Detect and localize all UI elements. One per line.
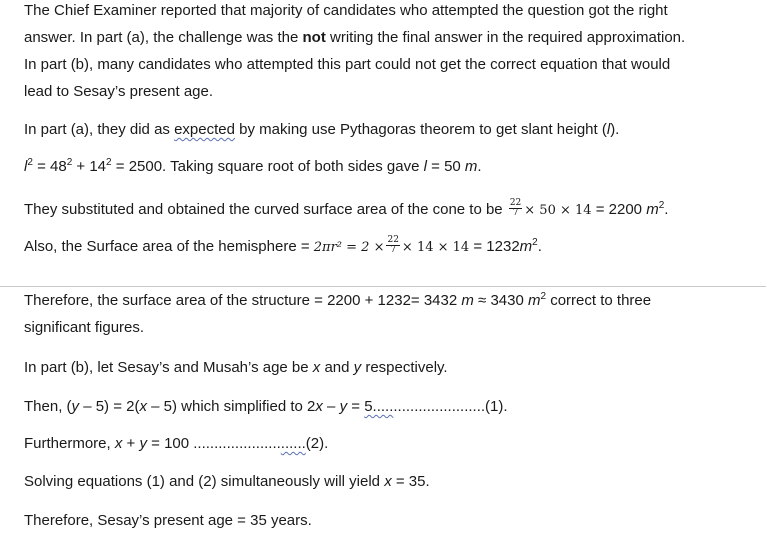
var-x: x [139, 398, 147, 415]
eq1-text-d: – [322, 398, 340, 415]
solution-text-a: Solving equations (1) and (2) simultaneously will yield [24, 473, 385, 490]
curved-surface-area-line [24, 196, 668, 224]
hemi-result: = 1232 [469, 238, 520, 255]
fraction-denominator: 7 [390, 244, 397, 255]
report-line-3: In part (b), many candidates who attempted this part could not get the correct equation that would [24, 56, 671, 73]
slant-height-var: l [606, 121, 611, 138]
eq1-text-b: – 5) = 2( [79, 398, 140, 415]
part-a-text-c: ). [610, 121, 620, 138]
eq-b: + 14 [72, 158, 107, 175]
part-b-text-a: In part (b), let Sesay’s and Musah’s age be [24, 359, 313, 376]
eq-d: = 50 [426, 158, 465, 175]
hemi-formula: 2πr² = 2 × [313, 240, 385, 255]
sup: 2 [540, 291, 547, 302]
part-a-intro [24, 116, 619, 143]
unit-m: m [527, 292, 541, 309]
eq2-text-c: = 100 ..................... [146, 435, 281, 452]
csa-product: × 50 × 14 [524, 203, 592, 218]
eq1-text-a: Then, ( [24, 398, 72, 415]
sup: 2 [27, 157, 33, 168]
fraction-22-over-7 [509, 199, 522, 218]
csa-result: = 2200 [591, 201, 647, 218]
var-x: x [315, 398, 323, 415]
eq-e: . [477, 158, 482, 175]
total-text-a: Therefore, the surface area of the structure = 2200 + 1232= 3432 [24, 292, 462, 309]
var-y: y [353, 359, 362, 376]
report-line-2 [24, 24, 685, 51]
bold-not: not [302, 29, 326, 46]
part-a-text-b: by making use Pythagoras theorem to get slant height ( [234, 121, 607, 138]
csa-end: . [664, 201, 669, 218]
eq2-label: (2). [305, 435, 329, 452]
hemi-product: × 14 × 14 [401, 240, 470, 255]
report-line-2-text-a: answer. In part (a), the challenge was the [24, 29, 303, 46]
hemisphere-area-line [24, 233, 542, 261]
pythagoras-equation [24, 153, 482, 180]
spelling-flagged-dots: ...... [280, 435, 306, 452]
eq-c: = 2500. Taking square root of both sides gave [111, 158, 424, 175]
eq2-text-b: + [122, 435, 140, 452]
total-text-c: correct to three [546, 292, 652, 309]
total-line-1 [24, 287, 651, 314]
hemi-text: Also, the Surface area of the hemisphere = [24, 238, 314, 255]
hemi-end: . [537, 238, 542, 255]
solution-line [24, 468, 430, 495]
equation-1-line [24, 393, 508, 420]
fraction-denominator: 7 [512, 207, 519, 218]
equation-2-line [24, 430, 328, 457]
fraction-22-over-7 [386, 236, 399, 255]
csa-text: They substituted and obtained the curved surface area of the cone to be [24, 201, 507, 218]
sup: 2 [658, 200, 665, 211]
var-y: y [139, 435, 147, 452]
eq1-label: ......................(1). [393, 398, 508, 415]
surface-area-total-paragraph [24, 287, 651, 341]
eq2-text-a: Furthermore, [24, 435, 115, 452]
unit-m: m [646, 201, 659, 218]
eq1-text-c: – 5) which simplified to 2 [146, 398, 316, 415]
var-x: x [114, 435, 123, 452]
total-line-2: significant figures. [24, 319, 145, 336]
part-b-text-b: and [320, 359, 354, 376]
var-y: y [71, 398, 80, 415]
examiner-report-paragraph [24, 0, 685, 105]
spelling-flagged-word: expected [174, 121, 235, 138]
fraction-numerator: 22 [387, 234, 399, 245]
report-line-1: The Chief Examiner reported that majority of candidates who attempted the question got the right [24, 2, 668, 19]
spelling-flagged-dots: 5..... [364, 398, 394, 415]
conclusion-line: Therefore, Sesay’s present age = 35 years. [24, 512, 312, 529]
unit-m: m [464, 158, 478, 175]
unit-m: m [461, 292, 474, 309]
fraction-numerator: 22 [509, 197, 522, 208]
var-x: x [312, 359, 321, 376]
approx-text: ≈ 3430 [473, 292, 528, 309]
unit-m: m [519, 238, 533, 255]
eq-a: = 48 [32, 158, 67, 175]
solution-text-b: = 35. [391, 473, 430, 490]
report-line-2-text-b: writing the final answer in the required approximation. [325, 29, 686, 46]
var-l: l [423, 158, 427, 175]
section-divider [0, 286, 766, 287]
sup: 2 [106, 157, 112, 168]
report-line-4: lead to Sesay’s present age. [24, 83, 214, 100]
var-l: l [24, 158, 28, 175]
var-x: x [384, 473, 392, 490]
part-b-text-c: respectively. [361, 359, 448, 376]
var-y: y [339, 398, 348, 415]
sup: 2 [532, 237, 538, 248]
eq1-text-e: = [347, 398, 365, 415]
part-a-text-a: In part (a), they did as [24, 121, 175, 138]
sup: 2 [66, 157, 73, 168]
part-b-intro [24, 354, 448, 381]
